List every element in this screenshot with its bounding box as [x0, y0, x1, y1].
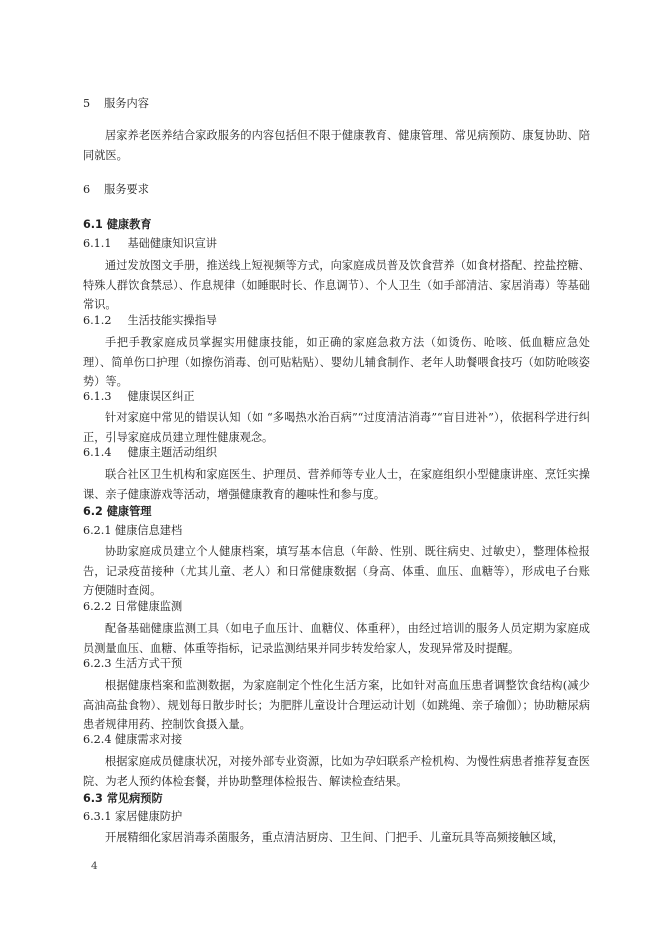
section-6-2-1-heading: 6.2.1 健康信息建档: [83, 524, 183, 537]
clause-title: 健康误区纠正: [127, 390, 195, 403]
clause-number: 6.1.2: [83, 314, 112, 327]
section-6-2-1-body: 协助家庭成员建立个人健康档案，填写基本信息（年龄、性别、既往病史、过敏史），整理体检报告，记录疫苗接种（尤其儿童、老人）和日常健康数据（身高、体重、血压、血糖等），形成电子台账方便随时查阅。: [83, 545, 590, 598]
clause-title: 基础健康知识宣讲: [127, 237, 217, 250]
clause-number: 6.1.4: [83, 446, 112, 459]
section-6-1-3-body: 针对家庭中常见的错误认知（如 “多喝热水治百病”“过度清洁消毒”“盲目进补”），依据科学进行纠正，引导家庭成员建立理性健康观念。: [83, 411, 590, 444]
section-6-1-2-body: 手把手教家庭成员掌握实用健康技能，如正确的家庭急救方法（如烫伤、呛咳、低血糖应急处理）、简单伤口护理（如擦伤消毒、创可贴粘贴）、婴幼儿辅食制作、老年人助餐喂食技巧（如防呛咳姿势）等。: [83, 336, 590, 389]
section-number: 6: [83, 183, 91, 196]
clause-title: 生活技能实操指导: [127, 314, 217, 327]
section-6-2-2-heading: 6.2.2 日常健康监测: [83, 600, 183, 613]
section-6-3-1-heading: 6.3.1 家居健康防护: [83, 810, 183, 823]
section-6-1-heading: 6.1 健康教育: [83, 218, 152, 231]
section-6-heading: [83, 183, 149, 197]
section-title: 服务内容: [104, 97, 149, 110]
section-6-2-3-body: 根据健康档案和监测数据，为家庭制定个性化生活方案，比如针对高血压患者调整饮食结构(减少高油高盐食物）、规划每日散步时长；为肥胖儿童设计合理运动计划（如跳绳、亲子瑜伽）；协助糖尿病患者规律用药、控制饮食摄入量。: [83, 679, 590, 732]
section-5-body: 居家养老医养结合家政服务的内容包括但不限于健康教育、健康管理、常见病预防、康复协助、陪同就医。: [83, 129, 590, 162]
section-6-2-4-body: 根据家庭成员健康状况，对接外部专业资源，比如为孕妇联系产检机构、为慢性病患者推荐复查医院、为老人预约体检套餐，并协助整理体检报告、解读检查结果。: [83, 755, 590, 788]
section-6-2-heading: 6.2 健康管理: [83, 505, 152, 518]
section-6-1-4-body: 联合社区卫生机构和家庭医生、护理员、营养师等专业人士，在家庭组织小型健康讲座、烹饪实操课、亲子健康游戏等活动，增强健康教育的趣味性和参与度。: [83, 468, 590, 501]
section-6-2-3-heading: 6.2.3 生活方式干预: [83, 657, 183, 670]
section-6-1-4-heading: [83, 446, 217, 460]
clause-number: 6.1.3: [83, 390, 112, 403]
section-6-1-2-heading: [83, 314, 217, 328]
page-number: 4: [91, 860, 98, 872]
section-6-2-2-body: 配备基础健康监测工具（如电子血压计、血糖仪、体重秤），由经过培训的服务人员定期为家庭成员测量血压、血糖、体重等指标，记录监测结果并同步转发给家人，发现异常及时提醒。: [83, 622, 590, 655]
section-6-1-1-body: 通过发放图文手册，推送线上短视频等方式，向家庭成员普及饮食营养（如食材搭配、控盐控糖、特殊人群饮食禁忌）、作息规律（如睡眠时长、作息调节）、个人卫生（如手部清洁、家居消毒）等基础常识。: [83, 259, 590, 312]
section-6-3-heading: 6.3 常见病预防: [83, 792, 163, 805]
section-title: 服务要求: [104, 183, 149, 196]
section-6-1-3-heading: [83, 390, 195, 404]
section-6-2-4-heading: 6.2.4 健康需求对接: [83, 733, 183, 746]
section-5-heading: [83, 97, 149, 111]
clause-number: 6.1.1: [83, 237, 112, 250]
section-number: 5: [83, 97, 91, 110]
clause-title: 健康主题活动组织: [127, 446, 217, 459]
section-6-1-1-heading: [83, 237, 217, 251]
section-6-3-1-body: 开展精细化家居消毒杀菌服务，重点清洁厨房、卫生间、门把手、儿童玩具等高频接触区域，: [105, 831, 564, 844]
